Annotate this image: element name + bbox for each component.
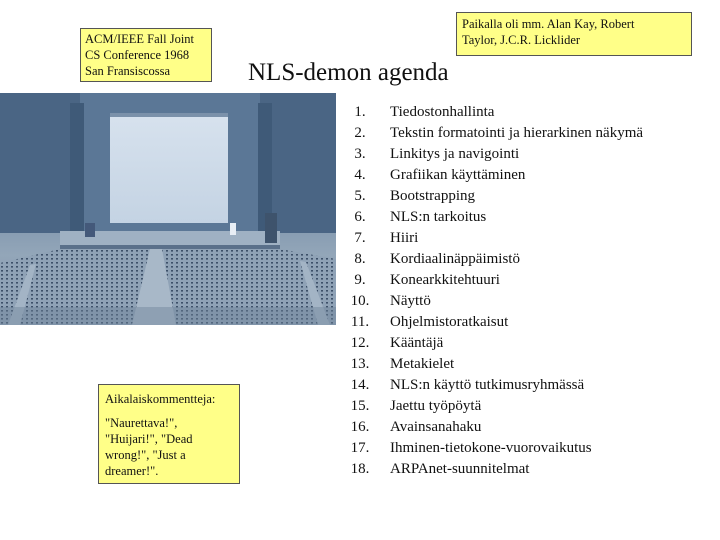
agenda-item-number: 15. — [350, 398, 370, 414]
agenda-item-text: Bootstrapping — [390, 188, 475, 204]
agenda-item — [330, 125, 652, 142]
agenda-item — [330, 461, 652, 478]
agenda-item-number: 14. — [350, 377, 370, 393]
agenda-item-text: Jaettu työpöytä — [390, 398, 482, 414]
agenda-item-text: Ihminen-tietokone-vuorovaikutus — [390, 440, 592, 456]
agenda-item-text: ARPAnet-suunnitelmat — [390, 461, 530, 477]
auditorium-photo — [0, 93, 336, 325]
agenda-item-number: 7. — [354, 230, 366, 246]
agenda-item — [330, 293, 652, 310]
agenda-item-text: NLS:n käyttö tutkimusryhmässä — [390, 377, 585, 393]
agenda-item-text: Tekstin formatointi ja hierarkinen näkymä — [390, 125, 644, 141]
agenda-item-number: 16. — [350, 419, 370, 435]
presenters-line: Paikalla oli mm. Alan Kay, Robert — [462, 17, 635, 31]
agenda-item-number: 8. — [354, 251, 366, 267]
agenda-item-number: 4. — [354, 167, 366, 183]
agenda-item — [330, 146, 652, 163]
agenda-item-number: 5. — [354, 188, 366, 204]
agenda-item-text: Ohjelmistoratkaisut — [390, 314, 509, 330]
comments-title: Aikalaiskommentteja: — [105, 392, 216, 406]
slide-title: NLS-demon agenda — [248, 59, 449, 86]
agenda-item-number: 9. — [354, 272, 366, 288]
agenda-item — [330, 188, 652, 205]
agenda-item — [330, 104, 652, 121]
agenda-item-number: 2. — [354, 125, 366, 141]
agenda-item-text: NLS:n tarkoitus — [390, 209, 487, 225]
agenda-item-number: 11. — [350, 314, 370, 330]
agenda-item-number: 1. — [354, 104, 366, 120]
agenda-item — [330, 377, 652, 394]
agenda-item-text: Kääntäjä — [390, 335, 444, 351]
agenda-item-text: Kordiaalinäppäimistö — [390, 251, 520, 267]
agenda-item-text: Hiiri — [390, 230, 419, 246]
conference-line: ACM/IEEE Fall Joint — [85, 32, 195, 46]
auditorium-photo-image — [0, 93, 336, 325]
agenda-item — [330, 272, 652, 289]
agenda-item-text: Konearkkitehtuuri — [390, 272, 500, 288]
agenda-item-number: 3. — [354, 146, 366, 162]
agenda-item — [330, 251, 652, 268]
agenda-item-number: 13. — [350, 356, 370, 372]
agenda-item-text: Tiedostonhallinta — [390, 104, 495, 120]
agenda-item — [330, 440, 652, 457]
agenda-item-number: 10. — [350, 293, 370, 309]
conference-line: CS Conference 1968 — [85, 48, 190, 62]
agenda-item — [330, 314, 652, 331]
presenters-note — [456, 12, 692, 56]
agenda-item — [330, 356, 652, 373]
agenda-item — [330, 230, 652, 247]
presenters-line: Taylor, J.C.R. Licklider — [462, 33, 581, 47]
agenda-item — [330, 209, 652, 226]
agenda-list — [330, 104, 652, 482]
agenda-item — [330, 398, 652, 415]
agenda-item-text: Grafiikan käyttäminen — [390, 167, 526, 183]
agenda-item-number: 17. — [350, 440, 370, 456]
agenda-item-number: 12. — [350, 335, 370, 351]
conference-line: San Fransiscossa — [85, 64, 171, 78]
agenda-item — [330, 167, 652, 184]
agenda-item-text: Näyttö — [390, 293, 431, 309]
comments-quotes: "Naurettava!", "Huijari!", "Dead wrong!", "Just a dreamer!". — [105, 416, 193, 478]
agenda-item-text: Linkitys ja navigointi — [390, 146, 520, 162]
agenda-item — [330, 335, 652, 352]
agenda-item-text: Metakielet — [390, 356, 455, 372]
agenda-item-text: Avainsanahaku — [390, 419, 482, 435]
conference-note — [80, 28, 212, 82]
agenda-item-number: 6. — [354, 209, 366, 225]
agenda-item-number: 18. — [350, 461, 370, 477]
agenda-item — [330, 419, 652, 436]
comments-note — [98, 384, 240, 484]
